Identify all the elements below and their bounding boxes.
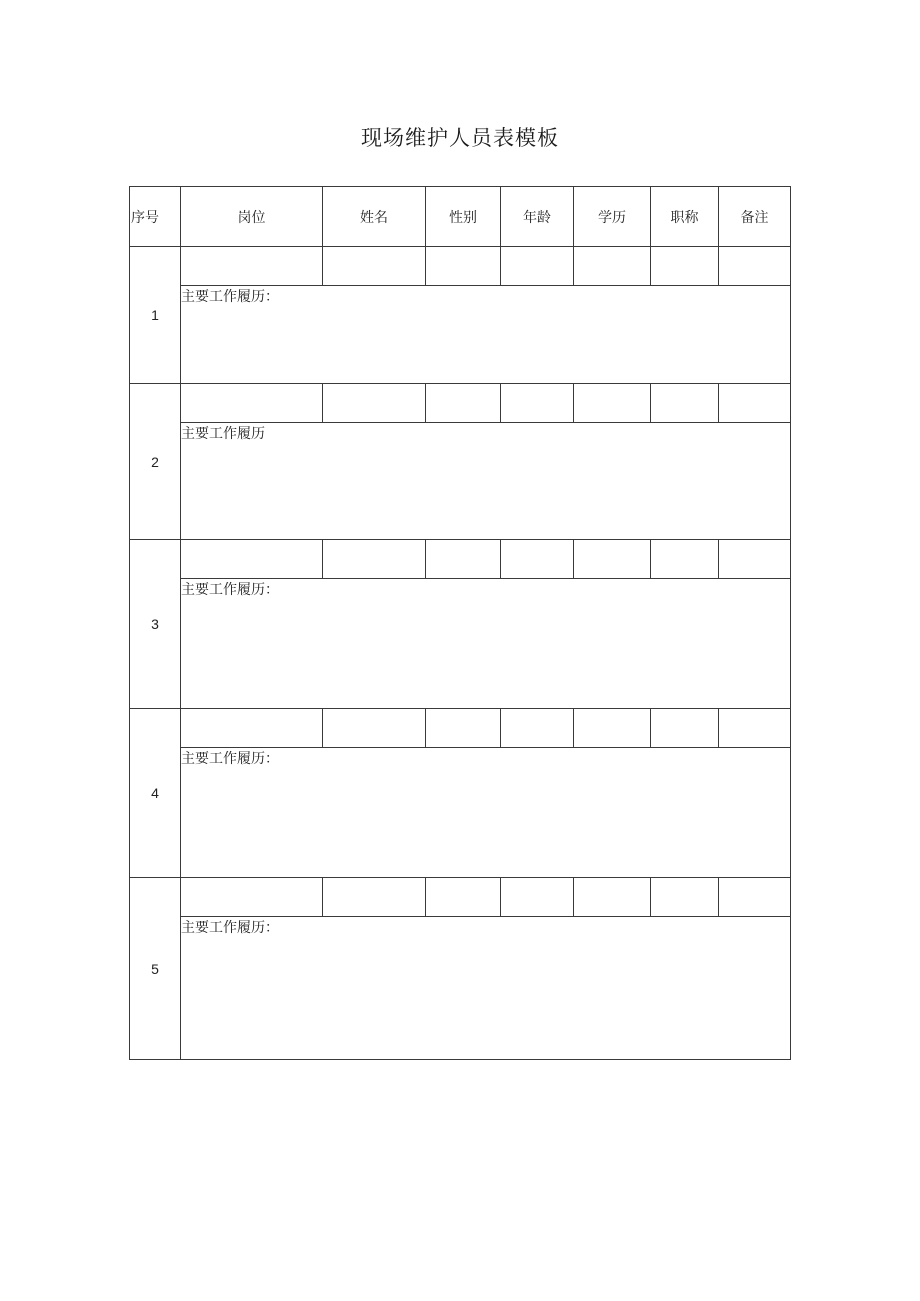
person-info-row (130, 878, 791, 917)
title-field[interactable] (651, 384, 719, 423)
post-field[interactable] (181, 709, 323, 748)
remarks-field[interactable] (719, 709, 791, 748)
person-history-row (130, 423, 791, 540)
person-history-row (130, 286, 791, 384)
education-field[interactable] (574, 709, 651, 748)
education-field[interactable] (574, 540, 651, 579)
seq-number: 4 (130, 709, 181, 878)
name-field[interactable] (323, 540, 426, 579)
work-history-field[interactable]: 主要工作履历： (181, 579, 791, 709)
post-field[interactable] (181, 384, 323, 423)
header-age: 年龄 (501, 187, 574, 247)
name-field[interactable] (323, 709, 426, 748)
header-post: 岗位 (181, 187, 323, 247)
education-field[interactable] (574, 247, 651, 286)
person-history-row (130, 579, 791, 709)
gender-field[interactable] (426, 247, 501, 286)
header-seq: 序号 (130, 187, 181, 247)
seq-number: 5 (130, 878, 181, 1060)
header-row (130, 187, 791, 247)
gender-field[interactable] (426, 709, 501, 748)
name-field[interactable] (323, 247, 426, 286)
age-field[interactable] (501, 540, 574, 579)
title-field[interactable] (651, 878, 719, 917)
post-field[interactable] (181, 540, 323, 579)
remarks-field[interactable] (719, 540, 791, 579)
header-name: 姓名 (323, 187, 426, 247)
age-field[interactable] (501, 878, 574, 917)
remarks-field[interactable] (719, 878, 791, 917)
header-title: 职称 (651, 187, 719, 247)
name-field[interactable] (323, 878, 426, 917)
education-field[interactable] (574, 384, 651, 423)
age-field[interactable] (501, 247, 574, 286)
remarks-field[interactable] (719, 384, 791, 423)
age-field[interactable] (501, 709, 574, 748)
person-info-row (130, 540, 791, 579)
person-history-row (130, 748, 791, 878)
title-field[interactable] (651, 709, 719, 748)
header-education: 学历 (574, 187, 651, 247)
name-field[interactable] (323, 384, 426, 423)
person-info-row (130, 247, 791, 286)
header-gender: 性别 (426, 187, 501, 247)
age-field[interactable] (501, 384, 574, 423)
education-field[interactable] (574, 878, 651, 917)
personnel-table (129, 186, 791, 1060)
post-field[interactable] (181, 878, 323, 917)
work-history-field[interactable]: 主要工作履历： (181, 917, 791, 1060)
gender-field[interactable] (426, 878, 501, 917)
header-remarks: 备注 (719, 187, 791, 247)
gender-field[interactable] (426, 384, 501, 423)
title-field[interactable] (651, 247, 719, 286)
title-field[interactable] (651, 540, 719, 579)
seq-number: 3 (130, 540, 181, 709)
work-history-field[interactable]: 主要工作履历 (181, 423, 791, 540)
person-history-row (130, 917, 791, 1060)
seq-number: 1 (130, 247, 181, 384)
person-info-row (130, 709, 791, 748)
person-info-row (130, 384, 791, 423)
work-history-field[interactable]: 主要工作履历： (181, 286, 791, 384)
work-history-field[interactable]: 主要工作履历： (181, 748, 791, 878)
remarks-field[interactable] (719, 247, 791, 286)
gender-field[interactable] (426, 540, 501, 579)
document-title: 现场维护人员表模板 (361, 126, 559, 150)
post-field[interactable] (181, 247, 323, 286)
seq-number: 2 (130, 384, 181, 540)
